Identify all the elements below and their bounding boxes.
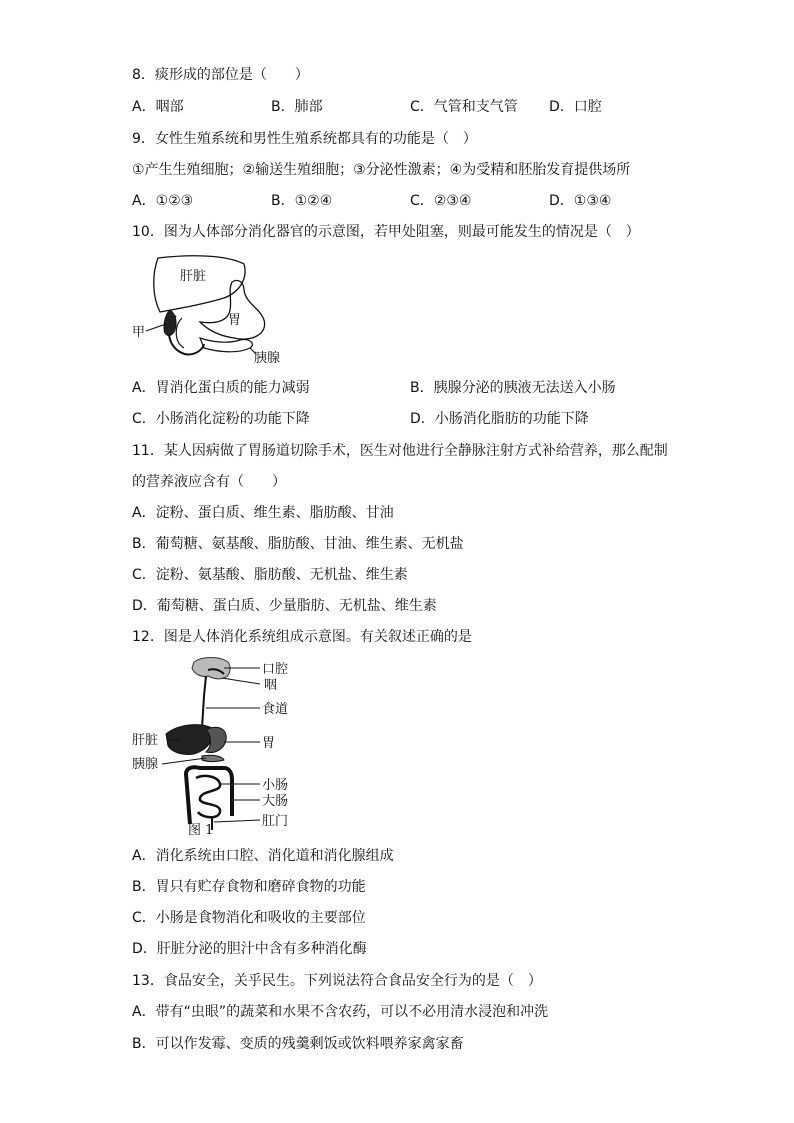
q8-option-c: C．气管和支气管 — [410, 99, 518, 115]
digestive-system-figure — [132, 656, 302, 838]
q12-option-a: A．消化系统由口腔、消化道和消化腺组成 — [132, 848, 394, 864]
pancreas-shape — [200, 338, 252, 352]
q12-option-b: B．胃只有贮存食物和磨碎食物的功能 — [132, 879, 366, 895]
q12-stem: 12．图是人体消化系统组成示意图。有关叙述正确的是 — [132, 629, 472, 645]
q10-option-a: A．胃消化蛋白质的能力减弱 — [132, 380, 310, 396]
fig12-label-pancreas: 胰腺 — [132, 757, 159, 772]
q10-option-d: D．小肠消化脂肪的功能下降 — [410, 411, 589, 427]
q9-stem: 9．女性生殖系统和男性生殖系统都具有的功能是（ ） — [132, 131, 477, 147]
gallbladder-shape — [164, 310, 176, 335]
q11-option-d: D．葡萄糖、蛋白质、少量脂肪、无机盐、维生素 — [132, 598, 437, 614]
fig12-label-stomach: 胃 — [262, 736, 276, 751]
fig10-label-stomach: 胃 — [228, 313, 242, 328]
fig10-label-jia: 甲 — [132, 325, 146, 340]
q8-option-b: B．肺部 — [271, 99, 323, 115]
q11-option-a: A．淀粉、蛋白质、维生素、脂肪酸、甘油 — [132, 505, 394, 521]
q12-option-d: D．肝脏分泌的胆汁中含有多种消化酶 — [132, 941, 367, 957]
q10-option-c: C．小肠消化淀粉的功能下降 — [132, 411, 310, 427]
fig12-label-anus: 肛门 — [262, 814, 289, 829]
q10-option-b: B．胰腺分泌的胰液无法送入小肠 — [410, 380, 616, 396]
fig10-label-liver: 肝脏 — [180, 269, 207, 284]
fig12-label-liver: 肝脏 — [132, 733, 159, 748]
stomach-shape — [200, 280, 265, 339]
q13-option-b: B．可以作发霉、变质的残羹剩饭或饮料喂养家禽家畜 — [132, 1036, 464, 1052]
q9-option-a: A．①②③ — [132, 193, 194, 209]
q13-option-a: A．带有“虫眼”的蔬菜和水果不含农药，可以不必用清水浸泡和冲洗 — [132, 1004, 549, 1020]
q11-stem-line1: 11．某人因病做了胃肠道切除手术，医生对他进行全静脉注射方式补给营养，那么配制 — [132, 443, 668, 459]
fig12-label-large-intestine: 大肠 — [262, 794, 289, 809]
digestive-organs-figure — [132, 252, 302, 368]
q8-option-d: D．口腔 — [549, 99, 602, 115]
fig12-caption: 图 1 — [188, 823, 214, 838]
q12-option-c: C．小肠是食物消化和吸收的主要部位 — [132, 910, 366, 926]
q10-stem: 10．图为人体部分消化器官的示意图，若甲处阻塞，则最可能发生的情况是（ ） — [132, 224, 640, 240]
q11-option-b: B．葡萄糖、氨基酸、脂肪酸、甘油、维生素、无机盐 — [132, 536, 464, 552]
fig12-label-pharynx: 咽 — [264, 678, 278, 693]
q9-option-b: B．①②④ — [271, 193, 333, 209]
q9-option-d: D．①③④ — [549, 193, 612, 209]
fig10-label-pancreas: 胰腺 — [254, 351, 281, 366]
fig12-label-mouth: 口腔 — [262, 662, 289, 677]
q8-option-a: A．咽部 — [132, 99, 184, 115]
fig12-label-small-intestine: 小肠 — [262, 778, 289, 793]
q9-option-c: C．②③④ — [410, 193, 472, 209]
q11-option-c: C．淀粉、氨基酸、脂肪酸、无机盐、维生素 — [132, 567, 408, 583]
esophagus-shape — [202, 676, 206, 728]
fig12-label-esophagus: 食道 — [262, 702, 289, 717]
q13-stem: 13．食品安全，关乎民生。下列说法符合食品安全行为的是（ ） — [132, 973, 542, 989]
small-intestine-shape — [196, 776, 220, 817]
q11-stem-line2: 的营养液应含有（ ） — [132, 474, 286, 490]
q8-stem: 8．痰形成的部位是（ ） — [132, 67, 309, 83]
q9-sub: ①产生生殖细胞；②输送生殖细胞；③分泌性激素；④为受精和胚胎发育提供场所 — [132, 162, 631, 178]
